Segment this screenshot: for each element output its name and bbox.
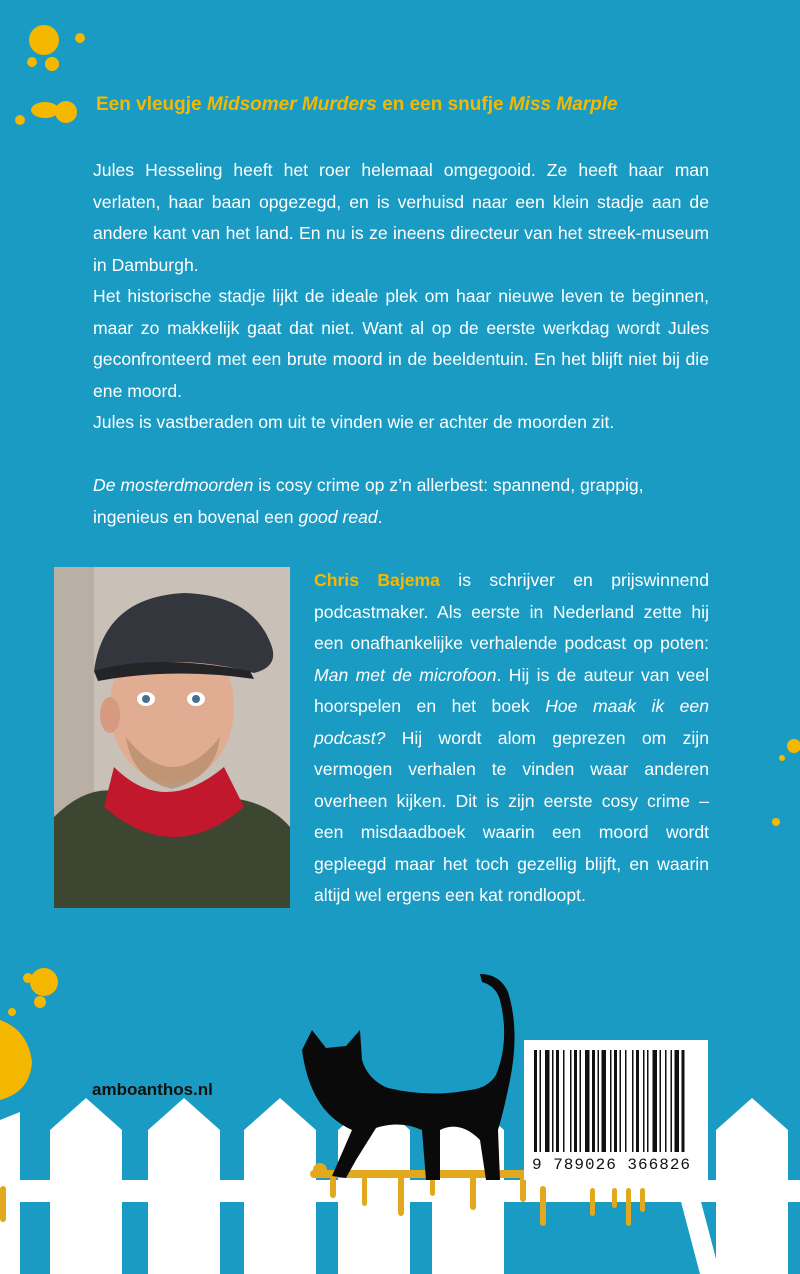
tagline (96, 94, 776, 116)
pitch-text-1: is cosy crime op z’n allerbest: spannend, grappig, ingenieus en bovenal een (93, 475, 644, 527)
tagline-part1: Een vleugje (96, 94, 207, 115)
author-photo-icon (54, 567, 290, 908)
barcode-bar (585, 1050, 590, 1152)
barcode-bar (592, 1050, 595, 1152)
book-reference: Hoe maak ik een podcast? (314, 696, 709, 748)
author-name: Chris Bajema (314, 570, 440, 590)
barcode-bar (647, 1050, 649, 1152)
barcode-bar (540, 1050, 542, 1152)
barcode-bar (653, 1050, 658, 1152)
barcode-bar (636, 1050, 639, 1152)
podcast-title: Man met de microfoon (314, 664, 497, 685)
barcode-bar (598, 1050, 600, 1152)
barcode-bar (682, 1050, 685, 1152)
barcode-bar (534, 1050, 537, 1152)
barcode-bar (675, 1050, 680, 1152)
barcode-bar (632, 1050, 634, 1152)
barcode-bar (556, 1050, 559, 1152)
tagline-show1: Midsomer Murders (206, 94, 377, 115)
barcode-bar (580, 1050, 582, 1152)
barcode-bar (671, 1050, 673, 1152)
barcode-bar (660, 1050, 662, 1152)
barcode-bar (563, 1050, 565, 1152)
author-bio (314, 565, 709, 912)
barcode-bar (545, 1050, 550, 1152)
tagline-show2: Miss Marple (508, 94, 618, 115)
bio-text-1: is schrijver en prijswinnend podcastmaker. Als eerste in Nederland zette hij een onafhankelijke verhalende podcast op poten: (314, 570, 709, 653)
tagline-part2: en een snufje (376, 94, 509, 115)
barcode-bar (643, 1050, 645, 1152)
book-title: De mosterdmoorden (93, 475, 254, 495)
bio-text-2: . Hij is de auteur van veel hoorspelen en het boek (314, 664, 709, 716)
synopsis-paragraph-3: Jules is vastberaden om uit te vinden wie er achter de moorden zit. (93, 412, 615, 432)
synopsis-paragraph-2: Het historische stadje lijkt de ideale plek om haar nieuwe leven te beginnen, maar zo makkelijk gaat dat niet. Want al op de eerste werkdag wordt Jules geconfronteerd met een brute moord in de beeldentuin. En het blijft niet bij die ene moord. (93, 286, 709, 401)
isbn-number: 9 789026 366826 (532, 1156, 692, 1174)
barcode-bar (570, 1050, 572, 1152)
author-photo (54, 567, 290, 908)
barcode-bar (665, 1050, 667, 1152)
barcode-bar (602, 1050, 607, 1152)
barcode-bar (614, 1050, 617, 1152)
barcode-bar (552, 1050, 554, 1152)
pitch-emphasis: good read (298, 506, 378, 527)
synopsis (93, 155, 709, 439)
barcode-bar (620, 1050, 622, 1152)
barcode-bar (625, 1050, 627, 1152)
pitch-text-2: . (377, 506, 383, 527)
publisher-website[interactable]: amboanthos.nl (92, 1080, 213, 1099)
barcode-bar (610, 1050, 612, 1152)
barcode-bar (574, 1050, 577, 1152)
pitch (93, 470, 709, 533)
bio-text-3: Hij wordt alom geprezen om zijn vermogen verhalen te vinden waar anderen overheen kijken. Dit is zijn eerste cosy crime – een misdaadboek waarin een moord wordt gepleegd maar het toch gezellig blijft, en waarin altijd wel ergens een kat rondloopt. (314, 727, 709, 905)
synopsis-paragraph-1: Jules Hesseling heeft het roer helemaal omgegooid. Ze heeft haar man verlaten, haar baan opgezegd, en is verhuisd naar een klein stadje aan de andere kant van het land. En nu is ze ineens directeur van het streek-museum in Damburgh. (93, 160, 709, 275)
